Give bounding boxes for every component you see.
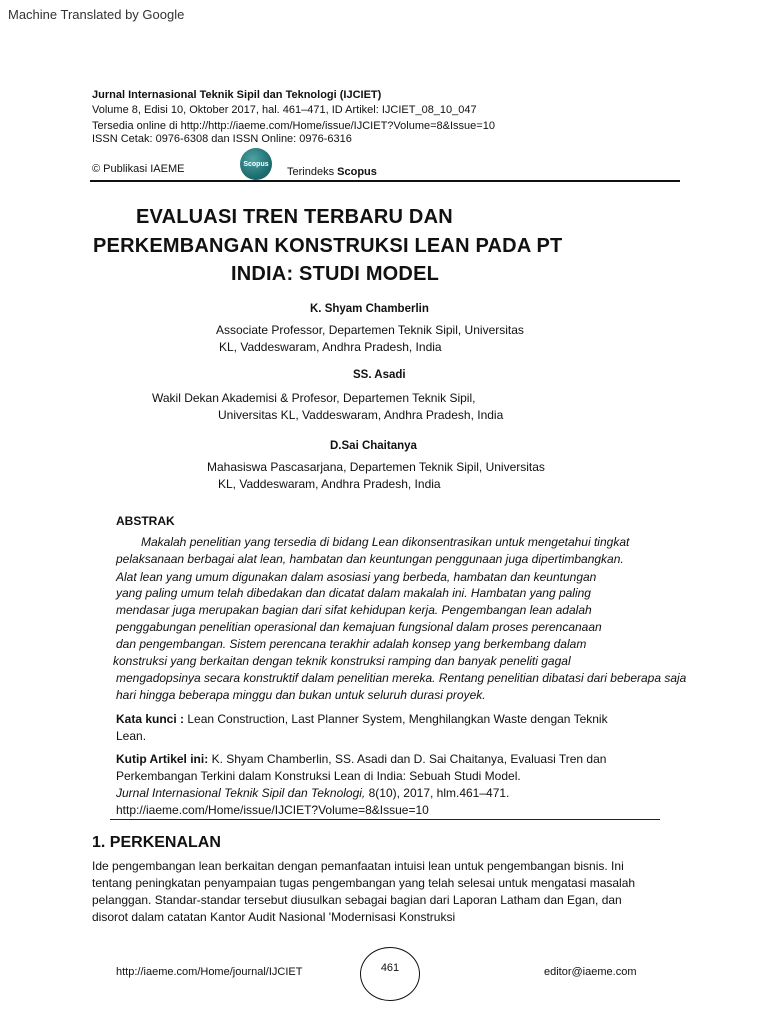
abstract-line: mengadopsinya secara konstruktif dalam penelitian mereka. Rentang penelitian dibatasi dari beberapa saja [116, 671, 687, 685]
author-name-2: SS. Asadi [353, 369, 406, 381]
footer-email-link[interactable]: editor@iaeme.com [544, 966, 637, 978]
header-divider [90, 180, 680, 182]
citation-url-link[interactable]: http://iaeme.com/Home/issue/IJCIET?Volume=8&Issue=10 [116, 803, 429, 817]
abstract-line: penggabungan penelitian operasional dan kemajuan fungsional dalam proses perencanaan [116, 620, 602, 634]
paper-title-line-2: PERKEMBANGAN KONSTRUKSI LEAN PADA PT [93, 235, 563, 257]
section-line: tentang peningkatan penyampaian tugas pengembangan yang telah selesai untuk mengatasi masalah [92, 876, 636, 890]
citation-label: Kutip Artikel ini: [116, 752, 209, 766]
keywords-text: Lean Construction, Last Planner System, Menghilangkan Waste dengan Teknik [184, 712, 608, 726]
author-affiliation-1-line-1: Associate Professor, Departemen Teknik Sipil, Universitas [216, 323, 524, 337]
machine-translated-notice: Machine Translated by Google [8, 7, 185, 22]
author-affiliation-1-line-2: KL, Vaddeswaram, Andhra Pradesh, India [219, 340, 442, 354]
author-name-3: D.Sai Chaitanya [330, 440, 417, 452]
section-heading: 1. PERKENALAN [92, 834, 221, 851]
author-name-1: K. Shyam Chamberlin [310, 303, 429, 315]
scopus-logo-icon [240, 148, 272, 180]
section-line: pelanggan. Standar-standar tersebut diusulkan sebagai bagian dari Laporan Latham dan Egan, dan [92, 893, 622, 907]
citation-text: K. Shyam Chamberlin, SS. Asadi dan D. Sai Chaitanya, Evaluasi Tren dan [208, 752, 607, 766]
author-affiliation-2-line-2: Universitas KL, Vaddeswaram, Andhra Pradesh, India [218, 408, 504, 422]
paper-title-line-1: EVALUASI TREN TERBARU DAN [136, 206, 453, 228]
citation [116, 752, 606, 766]
indexed-name: Scopus [337, 166, 377, 178]
page-number-circle [360, 947, 420, 1001]
abstract-line: pelaksanaan berbagai alat lean, hambatan dan keuntungan penggunaan juga dipertimbangkan. [116, 552, 624, 566]
footer-journal-link[interactable]: http://iaeme.com/Home/journal/IJCIET [116, 966, 303, 978]
keywords-text-cont: Lean. [116, 729, 147, 743]
journal-online-link[interactable]: Tersedia online di http://http://iaeme.com/Home/issue/IJCIET?Volume=8&Issue=10 [92, 120, 495, 132]
citation-line-2: Perkembangan Terkini dalam Konstruksi Lean di India: Sebuah Studi Model. [116, 769, 521, 783]
keywords-label: Kata kunci : [116, 712, 185, 726]
page-number: 461 [380, 962, 400, 974]
indexed-prefix: Terindeks [287, 166, 335, 178]
citation-journal: Jurnal Internasional Teknik Sipil dan Teknologi, [116, 786, 366, 800]
abstract-heading: ABSTRAK [116, 514, 175, 528]
author-affiliation-2-line-1: Wakil Dekan Akademisi & Profesor, Departemen Teknik Sipil, [152, 391, 476, 405]
paper-title-line-3: INDIA: STUDI MODEL [231, 263, 440, 285]
abstract-line: hari hingga beberapa minggu dan bukan untuk seluruh durasi proyek. [116, 688, 486, 702]
abstract-line: yang paling umum telah dibedakan dan dicatat dalam makalah ini. Hambatan yang paling [116, 586, 591, 600]
indexed-by [287, 166, 377, 179]
section-divider [110, 819, 660, 820]
journal-issn: ISSN Cetak: 0976-6308 dan ISSN Online: 0976-6316 [92, 133, 352, 145]
section-line: disorot dalam catatan Kantor Audit Nasional 'Modernisasi Konstruksi [92, 910, 456, 924]
abstract-line: mendasar juga merupakan bagian dari sifat kehidupan kerja. Pengembangan lean adalah [116, 603, 592, 617]
abstract-line: Makalah penelitian yang tersedia di bidang Lean dikonsentrasikan untuk mengetahui tingkat [141, 535, 630, 549]
citation-pages: 8(10), 2017, hlm.461–471. [365, 786, 510, 800]
journal-name: Jurnal Internasional Teknik Sipil dan Teknologi (IJCIET) [92, 89, 382, 101]
journal-volume: Volume 8, Edisi 10, Oktober 2017, hal. 461–471, ID Artikel: IJCIET_08_10_047 [92, 104, 477, 116]
citation-line-3 [116, 786, 509, 800]
keywords [116, 712, 608, 726]
abstract-line: Alat lean yang umum digunakan dalam asosiasi yang berbeda, hambatan dan keuntungan [116, 570, 597, 584]
section-line: Ide pengembangan lean berkaitan dengan pemanfaatan intuisi lean untuk pengembangan bisnis. Ini [92, 859, 624, 873]
abstract-line: dan pengembangan. Sistem perencana terakhir adalah konsep yang berkembang dalam [116, 637, 587, 651]
publisher-label: © Publikasi IAEME [92, 163, 185, 175]
author-affiliation-3-line-2: KL, Vaddeswaram, Andhra Pradesh, India [218, 477, 441, 491]
author-affiliation-3-line-1: Mahasiswa Pascasarjana, Departemen Teknik Sipil, Universitas [207, 460, 545, 474]
abstract-line: konstruksi yang berkaitan dengan teknik konstruksi ramping dan banyak peneliti gagal [113, 654, 571, 668]
scopus-logo-text: Scopus [243, 160, 269, 168]
